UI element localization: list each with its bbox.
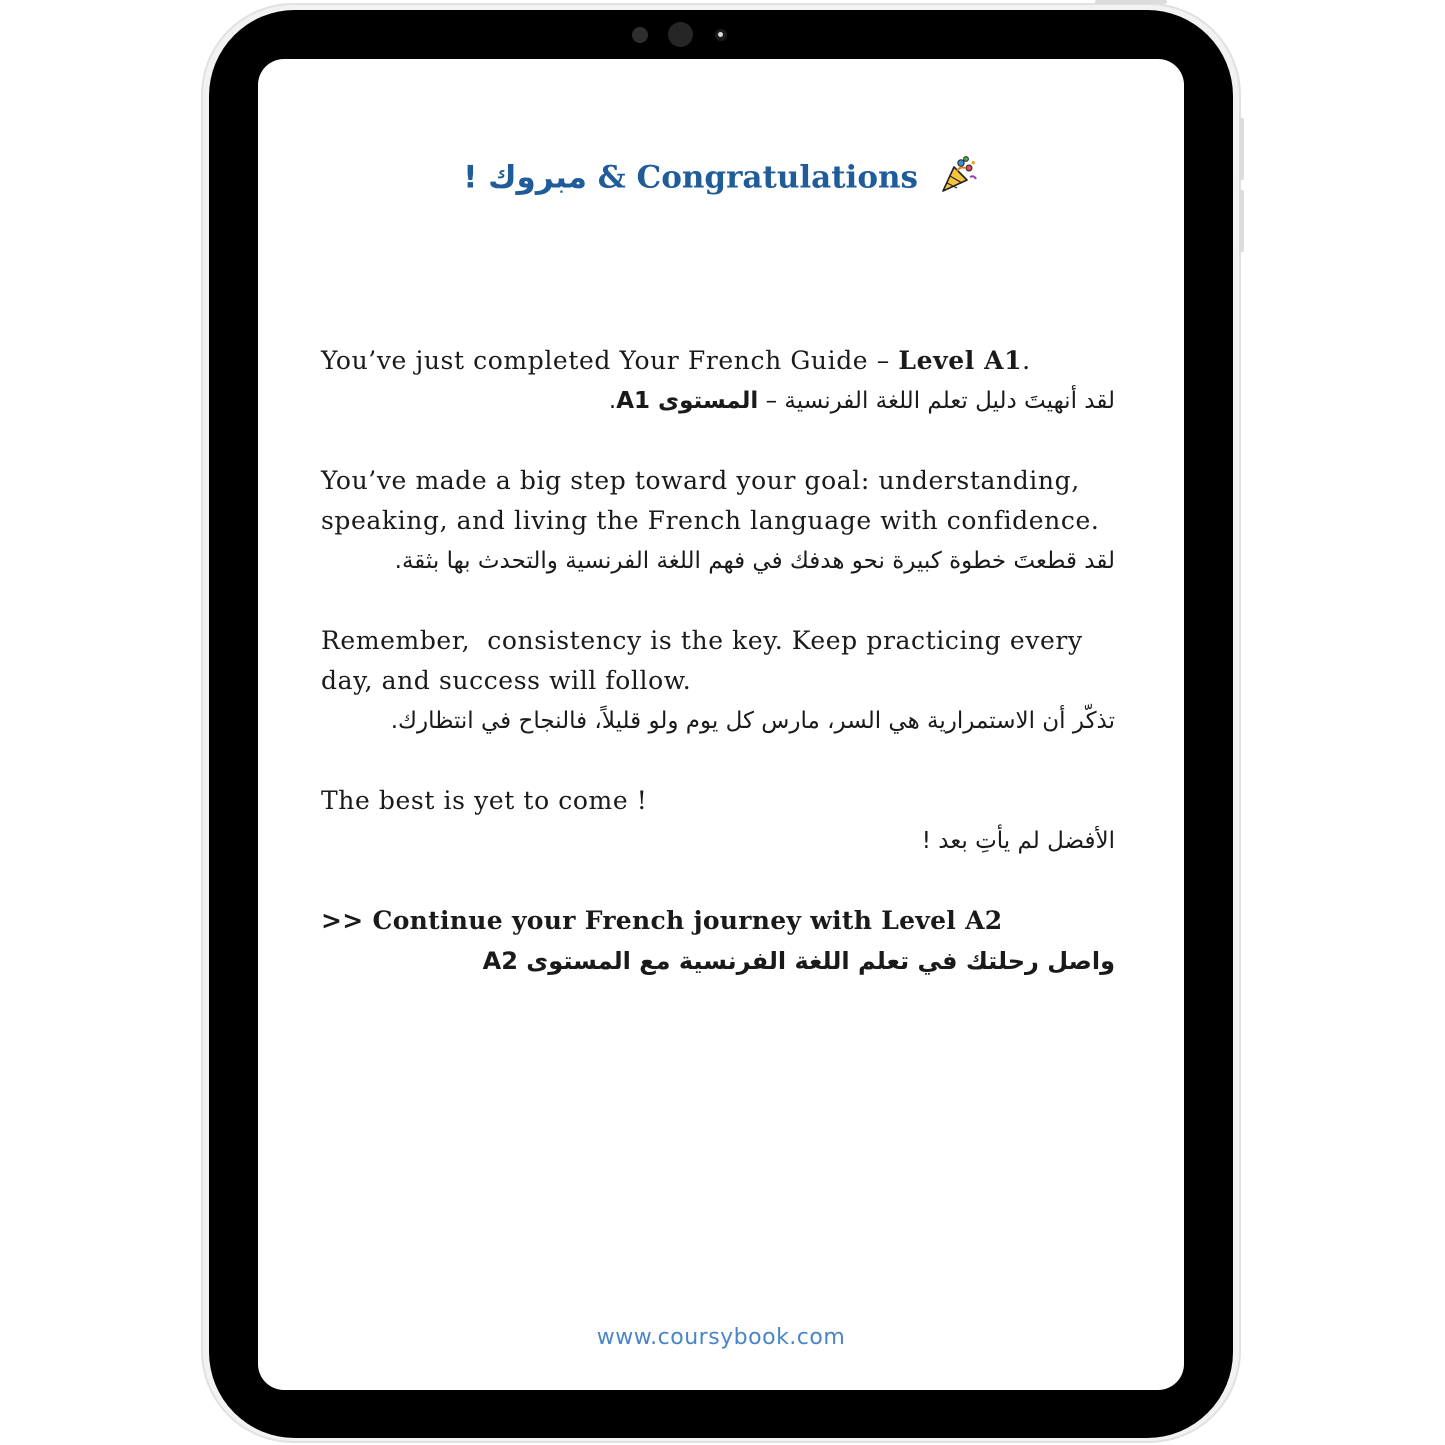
next-level-link-en[interactable]: >> Continue your French journey with Level A2	[321, 906, 1003, 935]
best-text-ar: الأفضل لم يأتِ بعد !	[921, 828, 1115, 854]
next-level-link-ar[interactable]: واصل رحلتك في تعلم اللغة الفرنسية مع المستوى A2	[482, 947, 1115, 975]
completion-text-ar-part: لقد أنهيتَ دليل تعلم اللغة الفرنسية –	[758, 388, 1115, 414]
title-english: Congratulations	[636, 159, 918, 196]
consistency-text-ar: تذكّر أن الاستمرارية هي السر، مارس كل يوم ولو قليلاً، فالنجاح في انتظارك.	[390, 708, 1115, 734]
progress-section	[321, 461, 1121, 581]
website-link[interactable]: www.coursybook.com	[596, 1325, 846, 1350]
completion-text-ar-end: .	[608, 388, 617, 414]
screen	[258, 59, 1184, 1390]
level-a1-en: Level A1	[898, 346, 1023, 375]
power-button	[1095, 0, 1167, 4]
camera-icon	[668, 22, 693, 47]
progress-text-ar: لقد قطعتَ خطوة كبيرة نحو هدفك في فهم اللغة الفرنسية والتحدث بها بثقة.	[394, 548, 1115, 574]
level-a1-ar: المستوى A1	[616, 388, 759, 414]
volume-up-button	[1239, 118, 1244, 180]
title-arabic: مبروك !	[463, 159, 587, 196]
volume-down-button	[1239, 190, 1244, 252]
consistency-text-en: Remember, consistency is the key. Keep practicing every day, and success will follow.	[321, 626, 1092, 695]
sensor-icon	[632, 27, 648, 43]
next-level-cta[interactable]	[321, 901, 1121, 981]
message-body	[321, 341, 1121, 1021]
flash-icon	[715, 29, 727, 41]
completion-text-ar	[321, 381, 1121, 421]
completion-text-en-end: .	[1022, 346, 1031, 375]
consistency-section	[321, 621, 1121, 741]
best-text-en: The best is yet to come !	[321, 786, 648, 815]
completion-text-en-part: You’ve just completed Your French Guide –	[321, 346, 899, 375]
page-title	[258, 159, 1184, 199]
completion-section	[321, 341, 1121, 421]
title-joiner: &	[586, 159, 637, 196]
completion-text-en	[321, 341, 1121, 381]
party-popper-icon	[939, 155, 979, 195]
best-section	[321, 781, 1121, 861]
progress-text-en: You’ve made a big step toward your goal: understanding, speaking, and living the French language with confidence.	[321, 466, 1100, 535]
